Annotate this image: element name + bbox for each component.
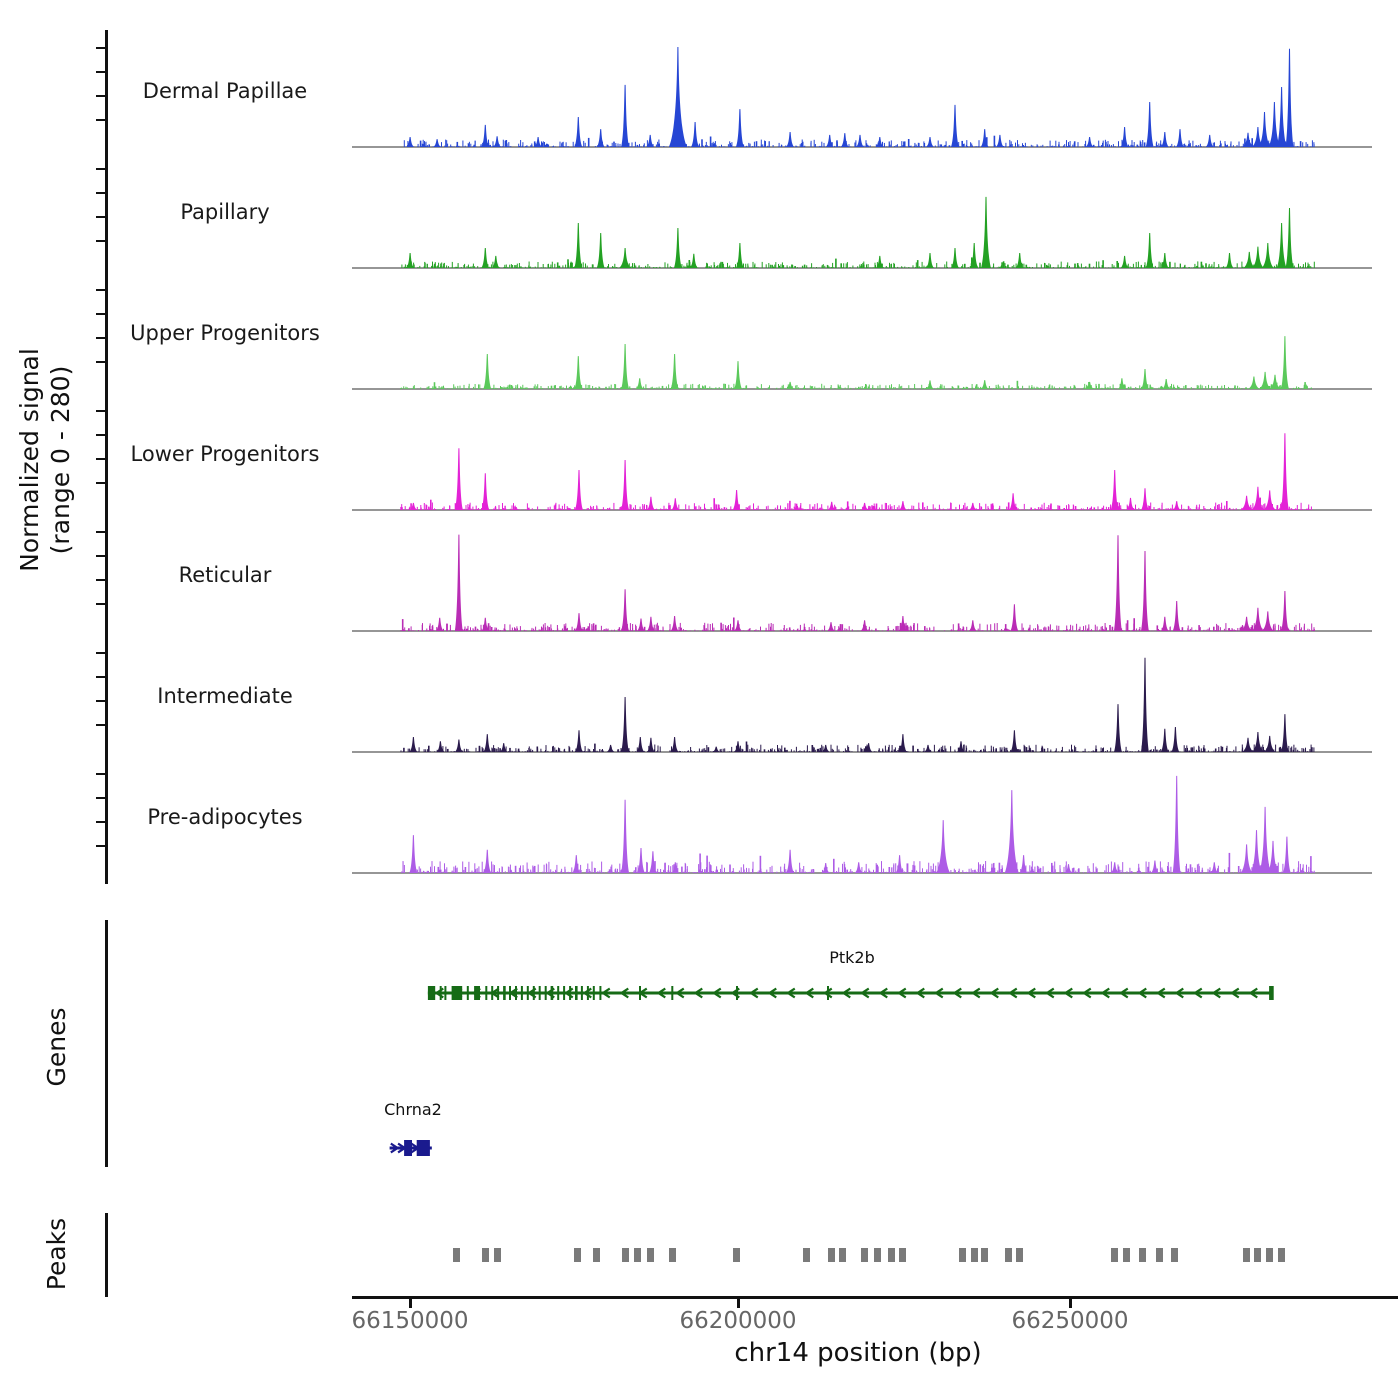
signal-y-axis-tick: [96, 410, 107, 412]
signal-y-axis-tick: [96, 313, 107, 315]
signal-y-axis-tick: [96, 797, 107, 799]
track-label-pre-adipocytes: Pre-adipocytes: [147, 805, 303, 829]
y-axis-label-line1: Normalized signal: [15, 348, 44, 572]
track-label-lower-progenitors: Lower Progenitors: [130, 442, 320, 466]
signal-y-axis-tick: [96, 192, 107, 194]
signal-y-axis-tick: [96, 531, 107, 533]
peak-box: [981, 1248, 988, 1262]
peak-box: [861, 1248, 868, 1262]
track-label-reticular: Reticular: [178, 563, 272, 587]
x-axis-title: chr14 position (bp): [734, 1338, 982, 1368]
signal-y-axis-tick: [96, 676, 107, 678]
genes-axis-line: [105, 920, 108, 1167]
x-axis-tick: [737, 1299, 740, 1308]
peak-box: [803, 1248, 810, 1262]
peak-box: [1156, 1248, 1163, 1262]
signal-y-axis-tick: [96, 773, 107, 775]
signal-track-intermediate: [352, 649, 1372, 756]
signal-track-reticular: [352, 528, 1372, 635]
signal-y-axis-tick: [96, 240, 107, 242]
signal-y-axis-tick: [96, 289, 107, 291]
gene-label-ptk2b: Ptk2b: [829, 948, 875, 967]
peak-box: [1016, 1248, 1023, 1262]
peak-box: [647, 1248, 654, 1262]
peak-box: [828, 1248, 835, 1262]
peaks-section-label: Peaks: [42, 1217, 71, 1291]
signal-y-axis-tick: [96, 47, 107, 49]
track-label-dermal-papillae: Dermal Papillae: [142, 79, 308, 103]
peak-box: [669, 1248, 676, 1262]
peak-box: [482, 1248, 489, 1262]
peak-box: [874, 1248, 881, 1262]
peak-box: [959, 1248, 966, 1262]
peak-box: [1254, 1248, 1261, 1262]
peak-box: [1278, 1248, 1285, 1262]
signal-y-axis-tick: [96, 652, 107, 654]
signal-track-papillary: [352, 165, 1372, 272]
x-axis-tick-label: 66250000: [1011, 1308, 1129, 1334]
peak-box: [574, 1248, 581, 1262]
x-axis-tick-label: 66150000: [351, 1308, 469, 1334]
x-axis-tick: [409, 1299, 412, 1308]
peak-box: [634, 1248, 641, 1262]
peak-box: [733, 1248, 740, 1262]
signal-track-pre-adipocytes: [352, 770, 1372, 877]
signal-y-axis-tick: [96, 603, 107, 605]
genes-section-label: Genes: [42, 1007, 71, 1087]
peak-box: [971, 1248, 978, 1262]
y-axis-label-line2: (range 0 - 280): [46, 365, 75, 555]
gene-label-chrna2: Chrna2: [384, 1100, 442, 1119]
track-label-upper-progenitors: Upper Progenitors: [130, 321, 320, 345]
signal-y-axis-tick: [96, 361, 107, 363]
signal-y-axis-tick: [96, 71, 107, 73]
track-label-intermediate: Intermediate: [157, 684, 293, 708]
peak-box: [593, 1248, 600, 1262]
signal-y-axis-tick: [96, 482, 107, 484]
x-axis-line: [352, 1296, 1398, 1299]
peak-box: [494, 1248, 501, 1262]
signal-y-axis-tick: [96, 119, 107, 121]
signal-y-axis-tick: [96, 724, 107, 726]
peak-box: [1243, 1248, 1250, 1262]
peak-box: [888, 1248, 895, 1262]
signal-track-lower-progenitors: [352, 407, 1372, 514]
signal-y-axis-tick: [96, 434, 107, 436]
peak-box: [453, 1248, 460, 1262]
signal-y-axis-tick: [96, 845, 107, 847]
track-label-papillary: Papillary: [180, 200, 270, 224]
peak-box: [1111, 1248, 1118, 1262]
peak-box: [1139, 1248, 1146, 1262]
x-axis-tick: [1069, 1299, 1072, 1308]
signal-y-axis-tick: [96, 168, 107, 170]
peak-box: [899, 1248, 906, 1262]
y-axis-label: [14, 150, 78, 770]
signal-y-axis-tick: [96, 555, 107, 557]
signal-track-upper-progenitors: [352, 286, 1372, 393]
peak-box: [839, 1248, 846, 1262]
peak-box: [1005, 1248, 1012, 1262]
peaks-axis-line: [105, 1213, 108, 1297]
x-axis-tick-label: 66200000: [679, 1308, 797, 1334]
signal-track-dermal-papillae: [352, 44, 1372, 151]
peak-box: [1171, 1248, 1178, 1262]
peak-box: [622, 1248, 629, 1262]
peak-box: [1123, 1248, 1130, 1262]
peak-box: [1266, 1248, 1273, 1262]
